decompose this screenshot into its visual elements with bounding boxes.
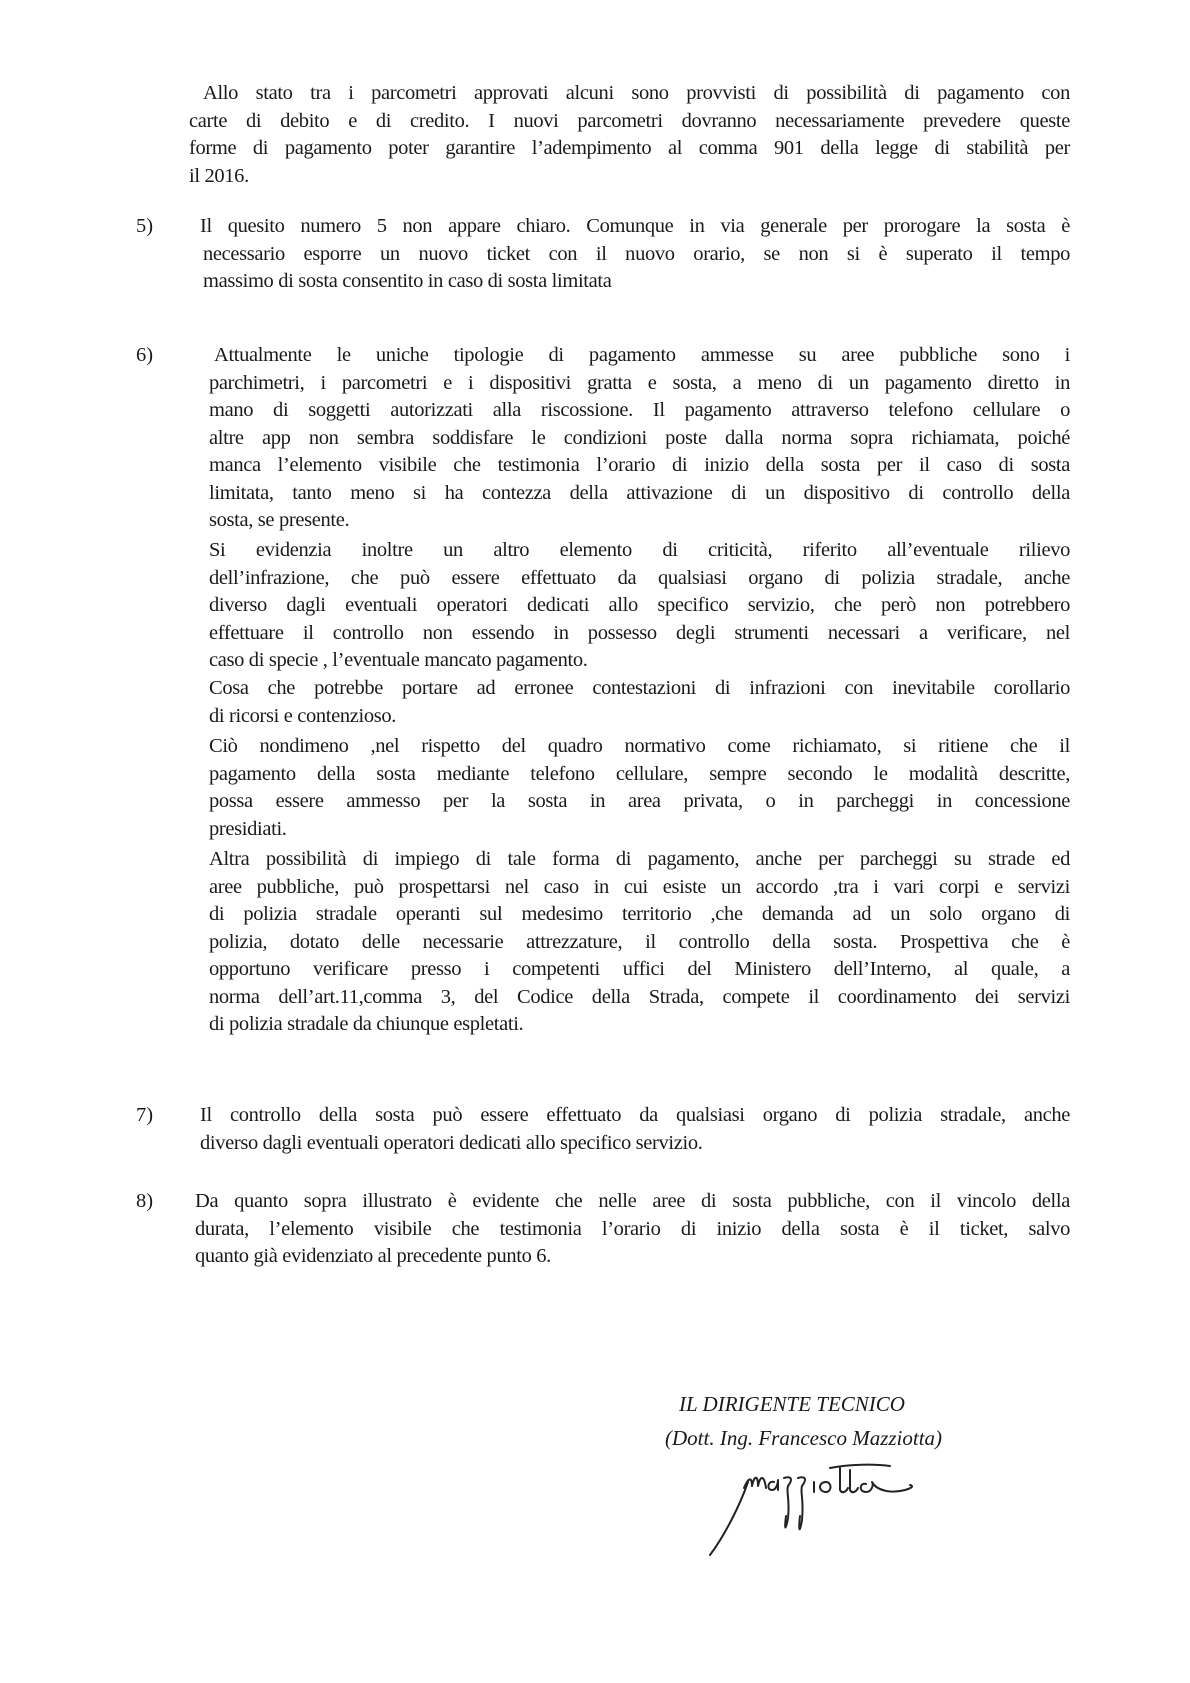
text-line: caso di specie , l’eventuale mancato pagamento. xyxy=(209,649,588,671)
text-line: di polizia stradale operanti sul medesimo territorio ,che demanda ad un solo organo di xyxy=(209,903,1070,925)
item-6-subparagraph-contestazioni xyxy=(209,675,1070,730)
text-line: possa essere ammesso per la sosta in area privata, o in parcheggi in concessione xyxy=(209,790,1070,812)
text-line: limitata, tanto meno si ha contezza della attivazione di un dispositivo di controllo della xyxy=(209,481,1070,504)
text-line: presidiati. xyxy=(209,817,287,840)
text-line: carte di debito e di credito. I nuovi parcometri dovranno necessariamente prevedere queste xyxy=(189,109,1070,132)
text-line: Ciò nondimeno ,nel rispetto del quadro normativo come richiamato, si ritiene che il xyxy=(209,735,1070,757)
text-line: polizia, dotato delle necessarie attrezzature, il controllo della sosta. Prospettiva che è xyxy=(209,930,1070,953)
intro-paragraph xyxy=(189,80,1070,190)
text-line: di ricorsi e contenzioso. xyxy=(209,704,397,727)
text-line: pagamento della sosta mediante telefono cellulare, sempre secondo le modalità descritte, xyxy=(209,762,1070,785)
signature-title: IL DIRIGENTE TECNICO xyxy=(679,1392,905,1416)
text-line: il 2016. xyxy=(189,164,249,187)
text-line: sosta, se presente. xyxy=(209,509,350,531)
text-line: altre app non sembra soddisfare le condizioni poste dalla norma sopra richiamata, poiché xyxy=(209,426,1070,449)
text-line: durata, l’elemento visibile che testimonia l’orario di inizio della sosta è il ticket, salvo xyxy=(195,1217,1070,1240)
text-line: Altra possibilità di impiego di tale forma di pagamento, anche per parcheggi su strade ed xyxy=(209,848,1070,870)
text-line: di polizia stradale da chiunque espletati. xyxy=(209,1013,524,1035)
text-line: necessario esporre un nuovo ticket con il nuovo orario, se non si è superato il tempo xyxy=(203,242,1070,265)
text-line: opportuno verificare presso i competenti uffici del Ministero dell’Interno, al quale, a xyxy=(209,958,1070,980)
text-line: mano di soggetti autorizzati alla riscossione. Il pagamento attraverso telefono cellulare o xyxy=(209,399,1070,421)
item-8-paragraph xyxy=(195,1188,1070,1271)
item-7-paragraph xyxy=(200,1102,1070,1157)
item-number: 5) xyxy=(136,215,154,237)
handwritten-signature-icon xyxy=(700,1460,980,1560)
text-line: Attualmente le uniche tipologie di pagamento ammesse su aree pubbliche sono i xyxy=(214,344,1070,366)
item-number: 7) xyxy=(136,1104,154,1126)
item-6-subparagraph-accordo xyxy=(209,846,1070,1039)
text-line: quanto già evidenziato al precedente punto 6. xyxy=(195,1245,551,1267)
text-line: norma dell’art.11,comma 3, del Codice della Strada, compete il coordinamento dei servizi xyxy=(209,985,1070,1008)
text-line: Allo stato tra i parcometri approvati alcuni sono provvisti di possibilità di pagamento con xyxy=(203,82,1070,104)
item-6-subparagraph-area-privata xyxy=(209,733,1070,843)
text-line: aree pubbliche, può prospettarsi nel caso in cui esiste un accordo ,tra i vari corpi e servizi xyxy=(209,875,1070,898)
text-line: parchimetri, i parcometri e i dispositivi gratta e sosta, a meno di un pagamento diretto in xyxy=(209,371,1070,394)
text-line: Cosa che potrebbe portare ad erronee contestazioni di infrazioni con inevitabile corollario xyxy=(209,677,1070,699)
text-line: Si evidenzia inoltre un altro elemento di criticità, riferito all’eventuale rilievo xyxy=(209,539,1070,561)
text-line: manca l’elemento visibile che testimonia l’orario di inizio della sosta per il caso di sosta xyxy=(209,454,1070,476)
text-line: Il controllo della sosta può essere effettuato da qualsiasi organo di polizia stradale, anche xyxy=(200,1104,1070,1126)
signature-name: (Dott. Ing. Francesco Mazziotta) xyxy=(665,1426,943,1450)
item-number: 8) xyxy=(136,1190,154,1212)
item-6-subparagraph-criticita xyxy=(209,537,1070,675)
item-6-paragraph xyxy=(209,342,1070,535)
text-line: Da quanto sopra illustrato è evidente che nelle aree di sosta pubbliche, con il vincolo della xyxy=(195,1190,1070,1212)
text-line: effettuare il controllo non essendo in possesso degli strumenti necessari a verificare, nel xyxy=(209,621,1070,644)
text-line: forme di pagamento poter garantire l’adempimento al comma 901 della legge di stabilità per xyxy=(189,137,1070,159)
text-line: diverso dagli eventuali operatori dedicati allo specifico servizio, che però non potrebbero xyxy=(209,594,1070,616)
text-line: diverso dagli eventuali operatori dedicati allo specifico servizio. xyxy=(200,1131,703,1154)
text-line: dell’infrazione, che può essere effettuato da qualsiasi organo di polizia stradale, anche xyxy=(209,566,1070,589)
text-line: massimo di sosta consentito in caso di sosta limitata xyxy=(203,270,612,292)
item-number: 6) xyxy=(136,344,154,366)
text-line: Il quesito numero 5 non appare chiaro. Comunque in via generale per prorogare la sosta è xyxy=(200,215,1070,237)
item-5-paragraph xyxy=(200,213,1070,296)
